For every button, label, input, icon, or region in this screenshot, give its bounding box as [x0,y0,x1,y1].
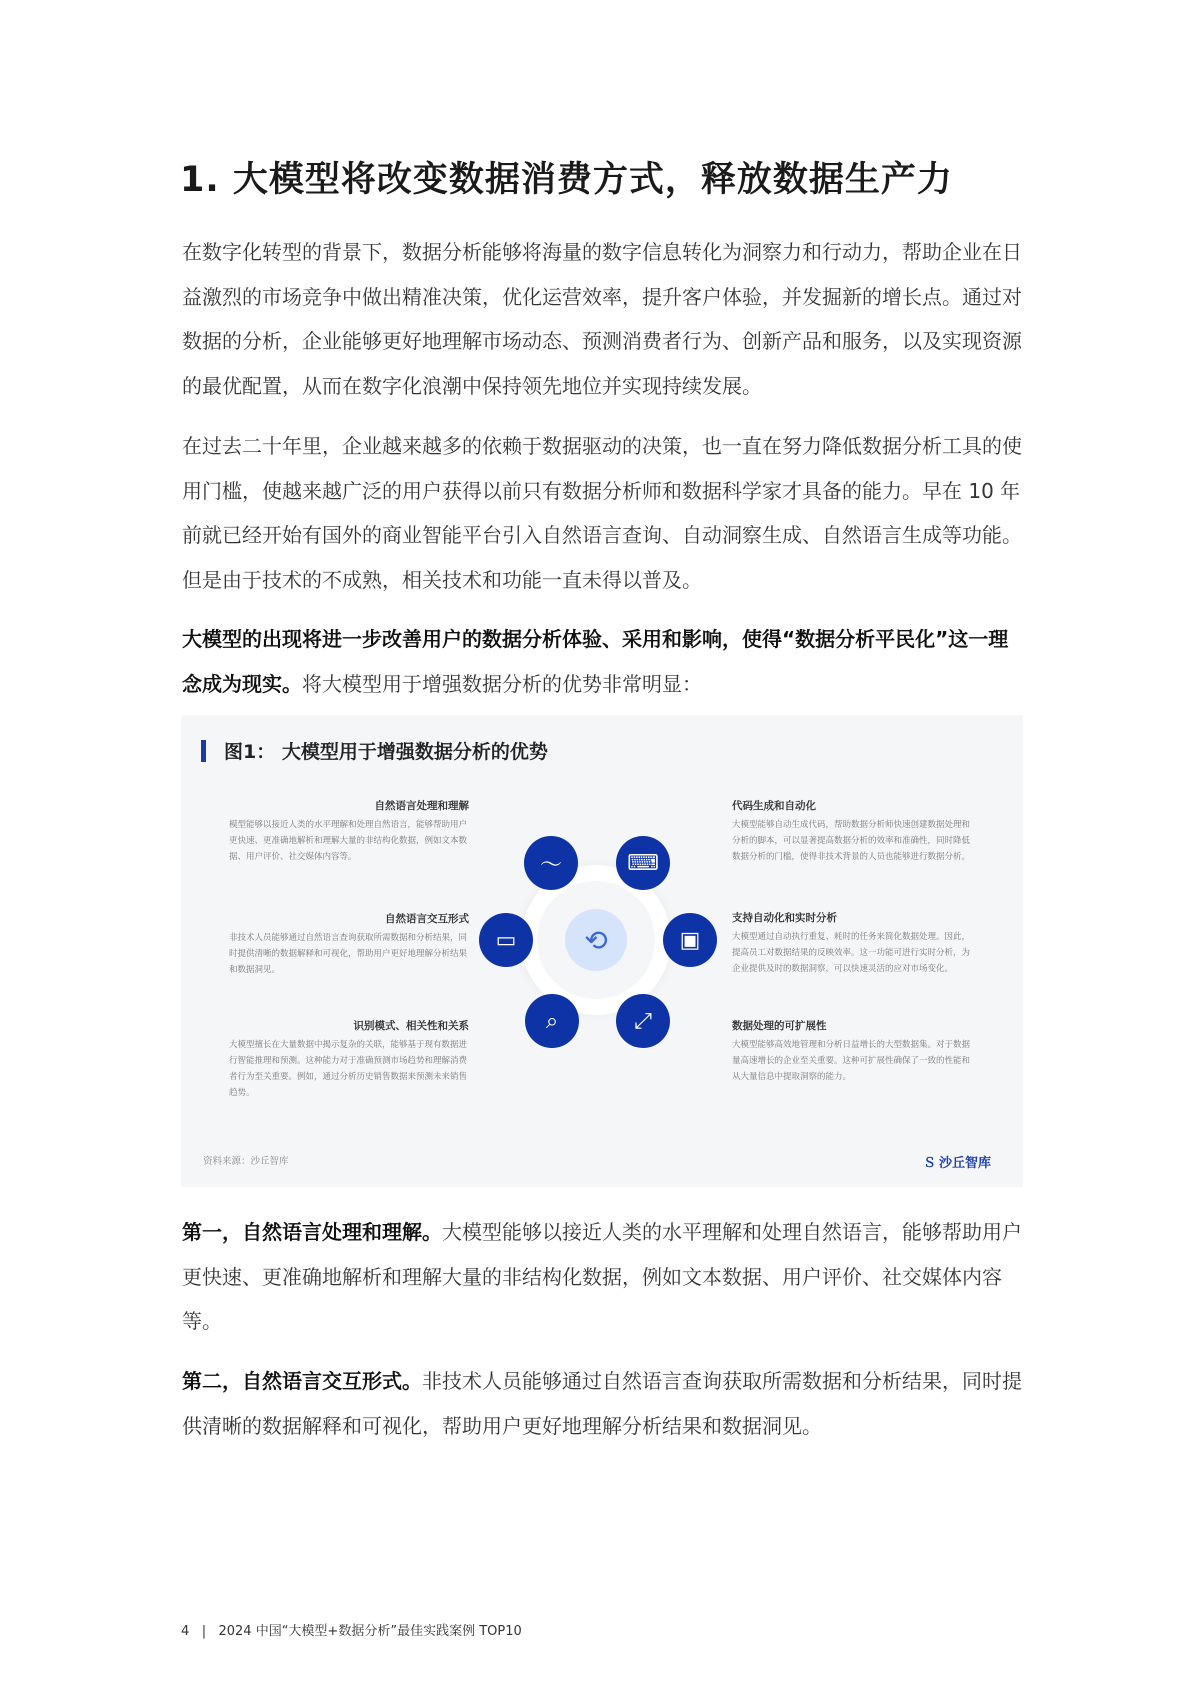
logo-text: 沙丘智库 [938,1156,991,1171]
paragraph-1: 在数字化转型的背景下，数据分析能够将海量的数字信息转化为洞察力和行动力，帮助企业在日益激烈的市场竞争中做出精准决策，优化运营效率，提升客户体验，并发掘新的增长点。通过对数据的分析，企业能够更好地理解市场动态、预测消费者行为、创新产品和服务，以及实现资源的最优配置，从而在数字化浪潮中保持领先地位并实现持续发展。 [182,240,1022,398]
item-title: 支持自动化和实时分析 [732,912,837,924]
section-heading: 1. 大模型将改变数据消费方式，释放数据生产力 [180,160,953,200]
paragraph-3 [182,617,1022,706]
figure-1 [181,715,1023,1187]
paragraph-4 [182,1210,1022,1344]
left-item-3 [229,1018,469,1101]
search-icon: ⌕ [525,994,579,1048]
item-title: 识别模式、相关性和关系 [353,1020,469,1032]
right-item-2 [732,910,972,977]
title-bar [201,740,206,762]
center-logo-icon: ⟲ [565,909,627,971]
left-item-1 [229,798,469,865]
logo-s-icon: Ｓ [922,1156,936,1171]
item-desc: 模型能够以接近人类的水平理解和处理自然语言，能够帮助用户更快速、更准确地解析和理解大量的非结构化数据，例如文本数据、用户评价、社交媒体内容等。 [229,820,468,862]
left-item-2 [229,911,469,978]
page-number: 4 [181,1624,190,1639]
right-item-1 [732,798,972,865]
page-footer [181,1620,522,1639]
paragraph-5-bold: 第二，自然语言交互形式。 [182,1369,422,1393]
item-title: 自然语言交互形式 [385,913,469,925]
footer-title: 2024 中国“大模型+数据分析”最佳实践案例 TOP10 [218,1624,522,1639]
item-title: 自然语言处理和理解 [374,800,469,812]
figure-title: 图1： 大模型用于增强数据分析的优势 [224,741,548,763]
right-item-3 [732,1018,972,1085]
paragraph-2: 在过去二十年里，企业越来越多的依赖于数据驱动的决策，也一直在努力降低数据分析工具的使用门槛，使越来越广泛的用户获得以前只有数据分析师和数据科学家才具备的能力。早在 10 年前就已经开始有国外的商业智能平台引入自然语言查询、自动洞察生成、自然语言生成等功能。但是由于技术的不成熟，相关技术和功能一直未得以普及。 [182,434,1022,592]
expand-icon: ⤢ [616,994,670,1048]
item-desc: 大模型通过自动执行重复、耗时的任务来简化数据处理。因此，提高员工对数据结果的反映效率。这一功能可进行实时分析，为企业提供及时的数据洞察，可以快速灵活的应对市场变化。 [732,932,971,974]
footer-separator: | [201,1624,207,1639]
figure-source: 资料来源：沙丘智库 [203,1156,289,1167]
paragraph-5 [182,1359,1022,1448]
item-desc: 非技术人员能够通过自然语言查询获取所需数据和分析结果，同时提供清晰的数据解释和可视化，帮助用户更好地理解分析结果和数据洞见。 [229,933,468,975]
item-title: 代码生成和自动化 [732,800,816,812]
code-terminal-icon: ⌨ [616,836,670,890]
item-desc: 大模型能够高效地管理和分析日益增长的大型数据集。对于数据量高速增长的企业至关重要。这种可扩展性确保了一致的性能和从大量信息中提取洞察的能力。 [732,1040,971,1082]
item-desc: 大模型擅长在大量数据中揭示复杂的关联，能够基于现有数据进行智能推理和预测。这种能力对于准确预测市场趋势和理解消费者行为至关重要。例如，通过分析历史销售数据来预测未来销售趋势。 [229,1040,468,1098]
paragraph-5-text: 非技术人员能够通过自然语言查询获取所需数据和分析结果，同时提供清晰的数据解释和可视化，帮助用户更好地理解分析结果和数据洞见。 [182,1369,1022,1438]
paragraph-4-text: 大模型能够以接近人类的水平理解和处理自然语言，能够帮助用户更快速、更准确地解析和理解大量的非结构化数据，例如文本数据、用户评价、社交媒体内容等。 [182,1220,1022,1333]
paragraph-4-bold: 第一，自然语言处理和理解。 [182,1220,442,1244]
item-desc: 大模型能够自动生成代码，帮助数据分析师快速创建数据处理和分析的脚本，可以显著提高数据分析的效率和准确性，同时降低数据分析的门槛，使得非技术背景的人员也能够进行数据分析。 [732,820,971,862]
nlp-wave-icon: 〜 [524,836,578,890]
chat-bubble-icon: ▭ [479,913,533,967]
paragraph-3-bold: 大模型的出现将进一步改善用户的数据分析体验、采用和影响，使得“数据分析平民化”这一理念成为现实。 [182,627,1009,696]
paragraph-3-text: 将大模型用于增强数据分析的优势非常明显： [302,671,702,696]
item-title: 数据处理的可扩展性 [732,1020,827,1032]
brand-logo [923,1152,991,1171]
realtime-box-icon: ▣ [663,913,717,967]
